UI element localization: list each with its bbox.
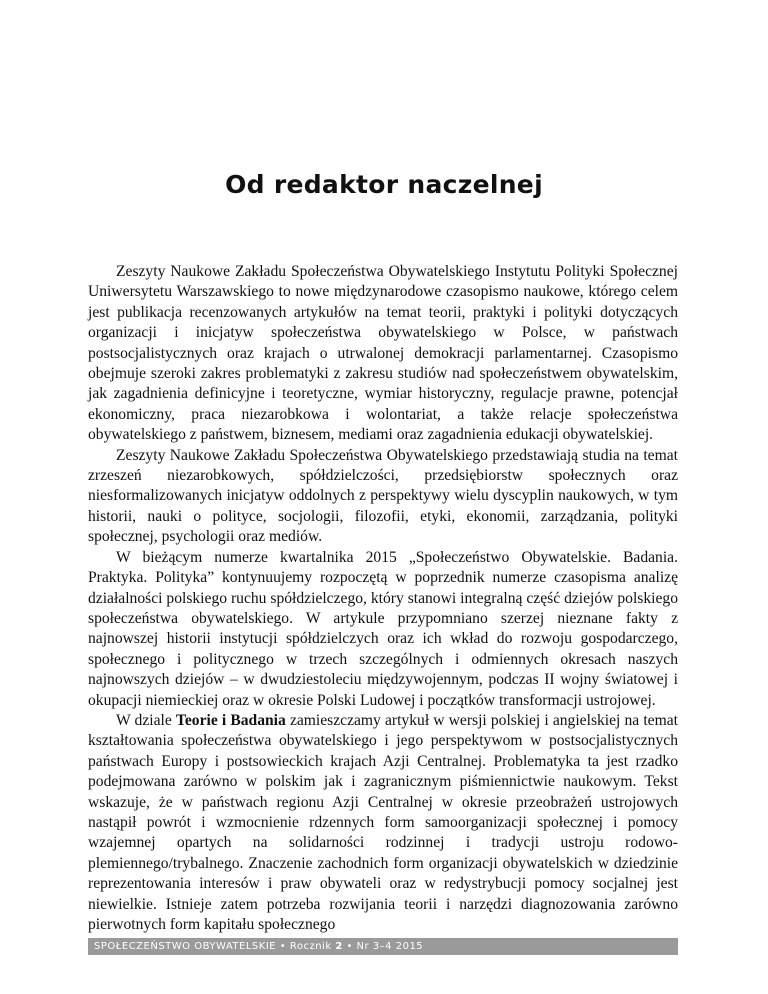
footer-separator: • [342, 941, 357, 952]
paragraph-4 [88, 711, 678, 935]
footer-year-label: Rocznik [289, 941, 336, 952]
paragraph-4-intro: W dziale [116, 711, 176, 729]
footer-separator: • [276, 941, 290, 952]
footer-year-value: 2 [335, 941, 343, 952]
section-name-bold: Teorie i Badania [175, 711, 286, 729]
article-body [88, 262, 678, 935]
page-title: Od redaktor naczelnej [225, 170, 543, 199]
paragraph-4-rest: zamieszczamy artykuł w wersji polskiej i angielskiej na temat kształtowania społeczeństwa obywatelskiego i jego perspektywom w postsocjalistycznych państwach Europy i postsowieckich krajach Azji Centralnej. Problematyka ta jest rzadko podejmowana zarówno w polskim jak i zagranicznym piśmiennictwie naukowym. Tekst wskazuje, że w państwach regionu Azji Centralnej w okresie przeobrażeń ustrojowych nastąpił powrót i wzmocnienie rdzennych form samoorganizacji społecznej i pomocy wzajemnej opartych na solidarności rodzinnej i tradycji ustroju rodowo-plemiennego/trybalnego. Znaczenie zachodnich form organizacji obywatelskich w dziedzinie reprezentowania interesów i praw obywateli oraz w redystrybucji pomocy socjalnej jest niewielkie. Istnieje zatem potrzeba rozwijania teorii i narzędzi diagnozowania zarówno pierwotnych form kapitału społecznego [88, 711, 678, 933]
footer-journal-name: SPOŁECZEŃSTWO OBYWATELSKIE [94, 941, 277, 952]
running-footer [88, 938, 678, 955]
paragraph-2: Zeszyty Naukowe Zakładu Społeczeństwa Obywatelskiego przedstawiają studia na temat zrzeszeń niezarobkowych, spółdzielczości, przedsiębiorstw społecznych oraz niesformalizowanych inicjatyw oddolnych z perspektywy wielu dyscyplin naukowych, w tym historii, nauki o polityce, socjologii, filozofii, etyki, ekonomii, zarządzania, polityki społecznej, psychologii oraz mediów. [88, 446, 678, 546]
paragraph-1: Zeszyty Naukowe Zakładu Społeczeństwa Obywatelskiego Instytutu Polityki Społecznej Uniwersytetu Warszawskiego to nowe międzynarodowe czasopismo naukowe, którego celem jest publikacja recenzowanych artykułów na temat teorii, praktyki i polityki dotyczących organizacji i inicjatyw społeczeństwa obywatelskiego w Polsce, w państwach postsocjalistycznych oraz krajach o utrwalonej demokracji parlamentarnej. Czasopismo obejmuje szeroki zakres problematyki z zakresu studiów nad społeczeństwem obywatelskim, jak zagadnienia definicyjne i teoretyczne, wymiar historyczny, regulacje prawne, potencjał ekonomiczny, praca niezarobkowa i wolontariat, a także relacje społeczeństwa obywatelskiego z państwem, biznesem, mediami oraz zagadnienia edukacji obywatelskiej. [88, 263, 678, 444]
footer-issue: Nr 3–4 2015 [356, 941, 424, 952]
paragraph-3: W bieżącym numerze kwartalnika 2015 „Społeczeństwo Obywatelskie. Badania. Praktyka. Polityka” kontynuujemy rozpoczętą w poprzednik numerze czasopisma analizę działalności polskiego ruchu spółdzielczego, który stanowi integralną część dziejów polskiego społeczeństwa obywatelskiego. W artykule przypomniano szerzej nieznane fakty z najnowszej historii instytucji spółdzielczych oraz ich wkład do rozwoju gospodarczego, społecznego i politycznego w trzech szczególnych i odmiennych okresach naszych najnowszych dziejów – w dwudziestoleciu międzywojennym, podczas II wojny światowej i okupacji niemieckiej oraz w okresie Polski Ludowej i początków transformacji ustrojowej. [88, 548, 678, 709]
